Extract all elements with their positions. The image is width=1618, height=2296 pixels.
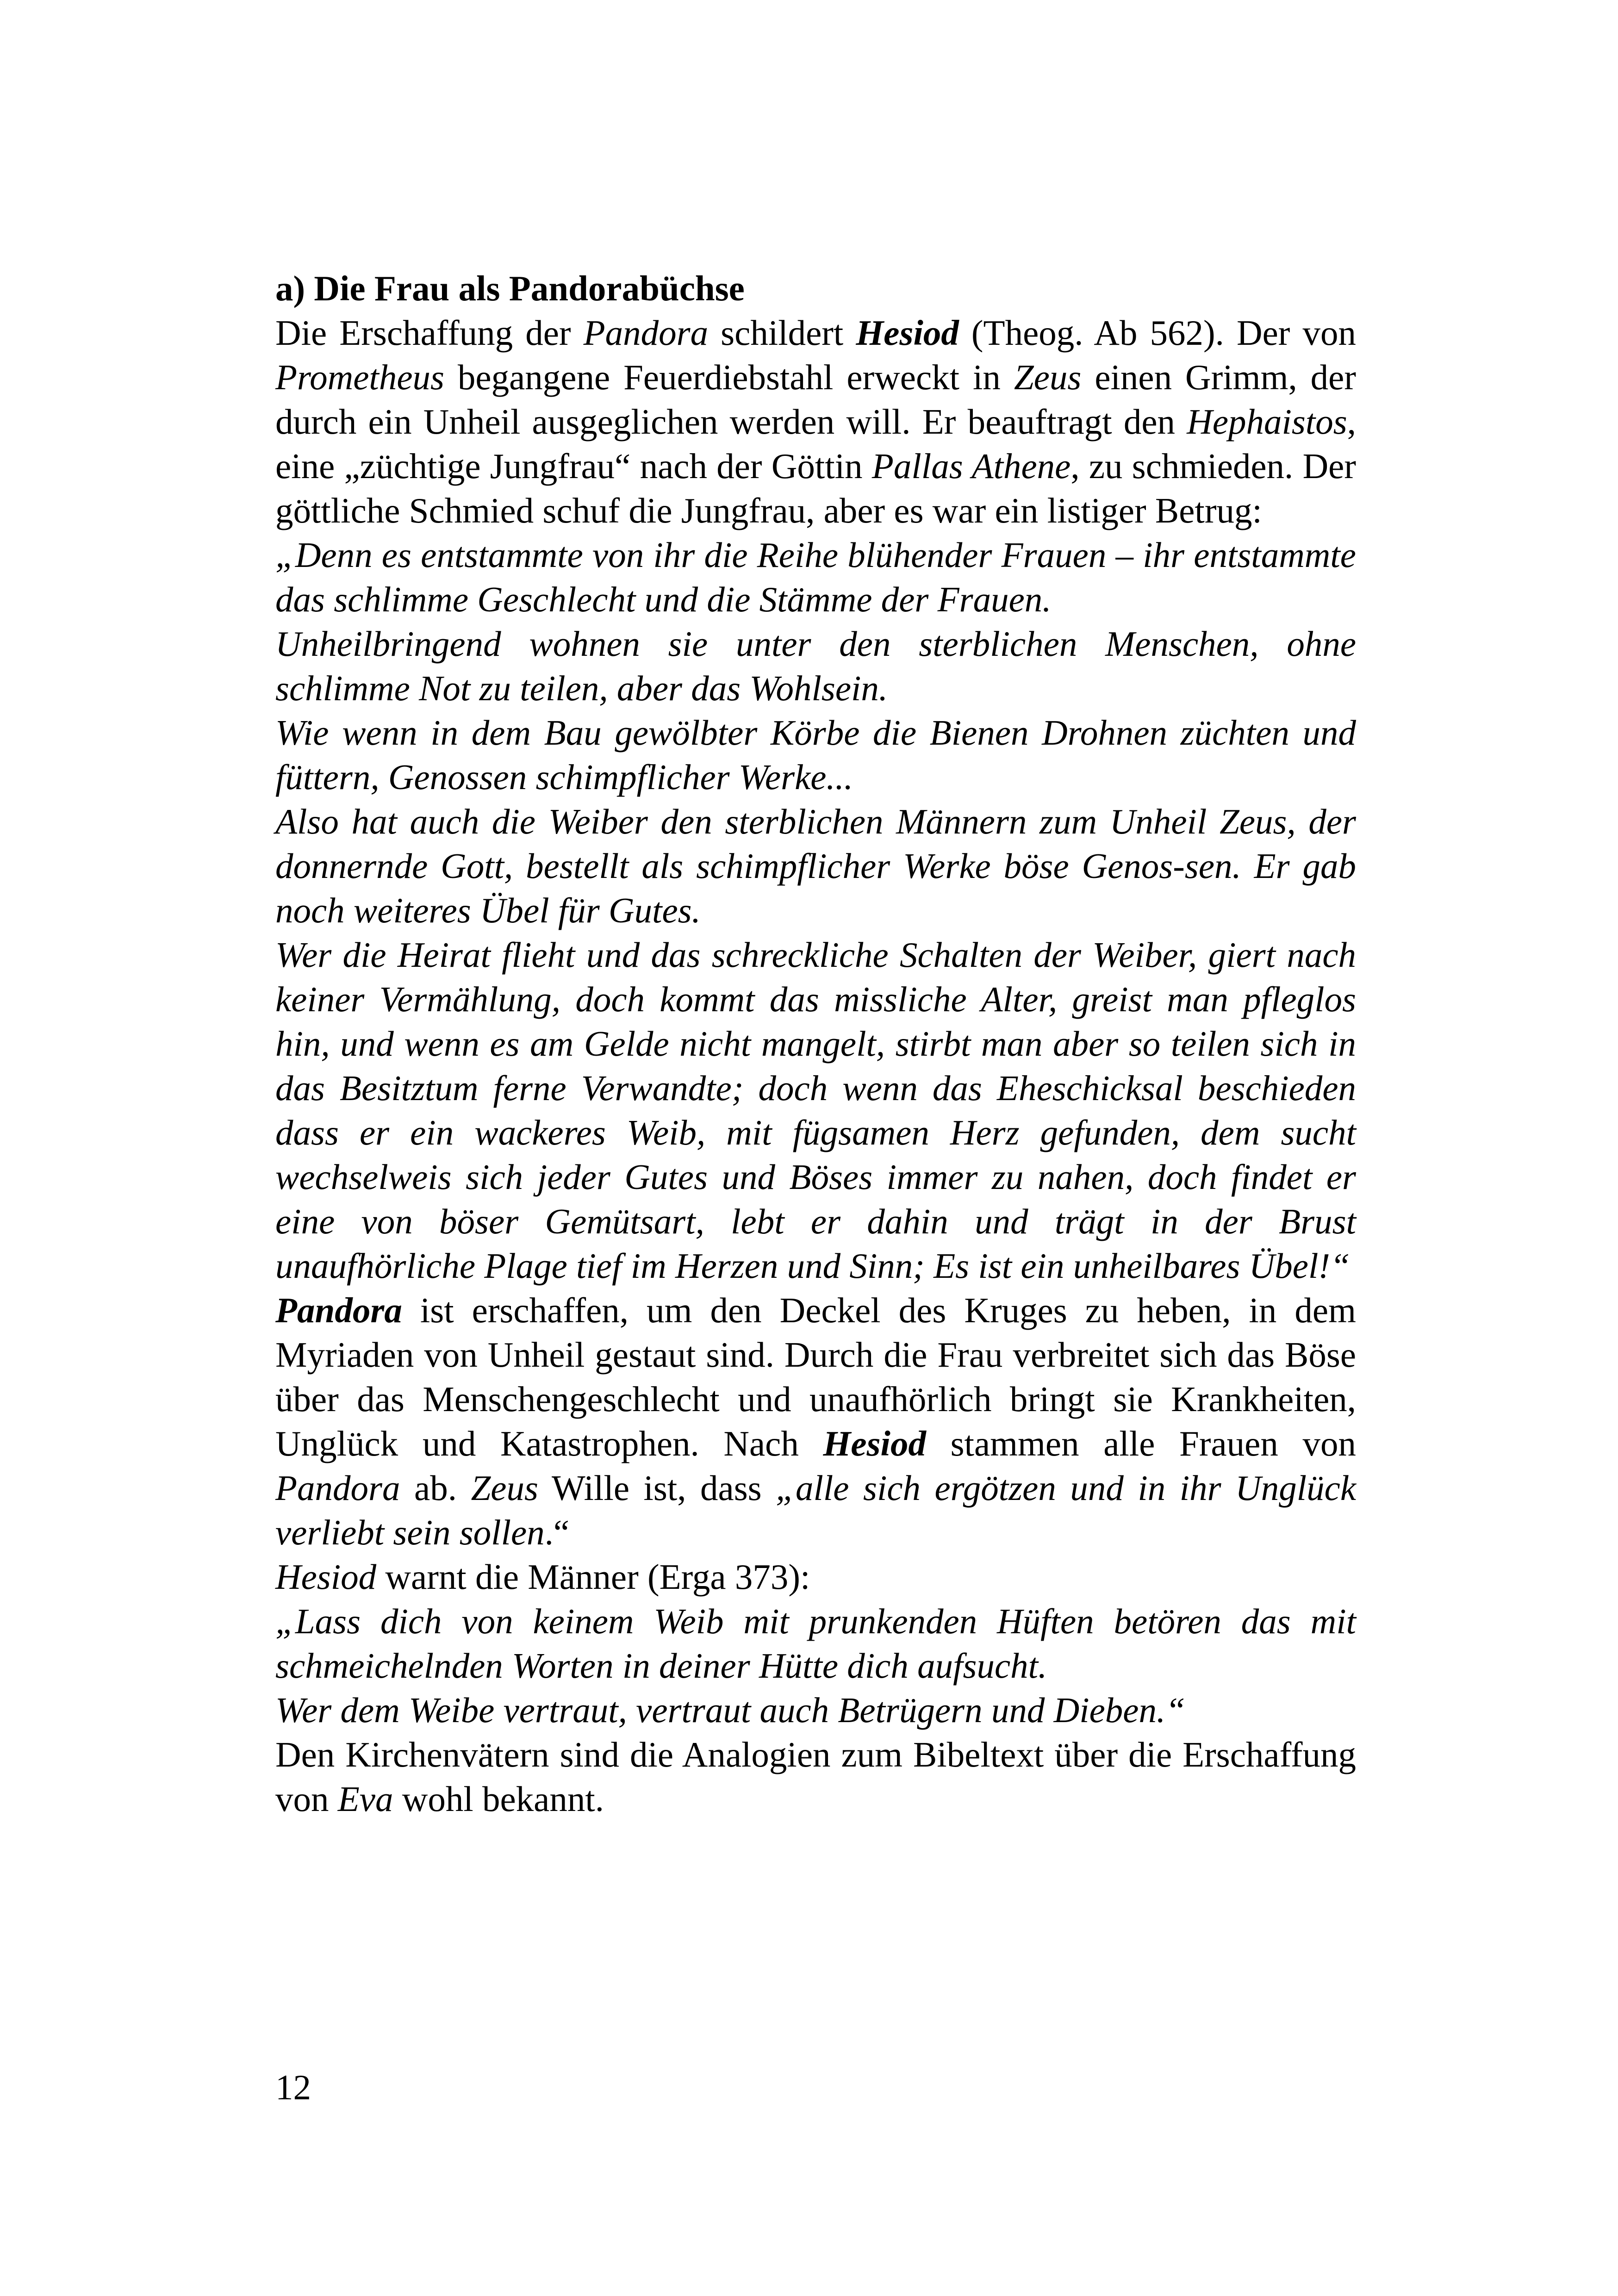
text-run: Also hat auch die Weiber den sterblichen Männern zum Unheil Zeus, der donnernde Gott, bestellt als schimpflicher Werke böse Genos-sen. Er gab noch weiteres Übel für Gutes. xyxy=(275,802,1356,930)
body-text xyxy=(275,266,1356,1821)
paragraph-warning xyxy=(275,1555,1356,1599)
text-run: .“ xyxy=(544,1512,570,1552)
quote-line xyxy=(275,533,1356,622)
italic-text: Pandora xyxy=(275,1468,400,1508)
quote-line xyxy=(275,933,1356,1288)
text-run: stammen alle Frauen von xyxy=(926,1424,1356,1463)
text-run: Den Kirchenvätern sind die Analogien zum Bibeltext über die Erschaffung von xyxy=(275,1735,1356,1819)
text-run: begangene Feuerdiebstahl erweckt in xyxy=(444,357,1014,397)
text-run: (Theog. Ab 562). Der von xyxy=(958,313,1356,353)
text-run: wohl bekannt. xyxy=(393,1779,604,1819)
italic-text: Zeus xyxy=(1014,357,1082,397)
paragraph-conclusion xyxy=(275,1732,1356,1821)
italic-text: „alle sich ergötzen und in ihr Unglück verliebt sein sollen xyxy=(275,1468,1357,1552)
text-run: „Lass dich von keinem Weib mit prunkenden Hüften betören das mit schmeichelnden Worten in deiner Hütte dich aufsucht. xyxy=(275,1601,1356,1686)
text-run: , zu schmieden. Der göttliche Schmied schuf die Jungfrau, aber es war ein listiger Betrug: xyxy=(275,446,1356,530)
italic-text: Hesiod xyxy=(275,1557,377,1597)
italic-text: Eva xyxy=(337,1779,393,1819)
text-run: warnt die Männer (Erga 373): xyxy=(376,1557,810,1597)
page-number: 12 xyxy=(275,2067,311,2107)
text-run: Unheilbringend wohnen sie unter den sterblichen Menschen, ohne schlimme Not zu teilen, aber das Wohlsein. xyxy=(275,624,1356,708)
quote-line xyxy=(275,1599,1356,1688)
text-run: ab. xyxy=(400,1468,471,1508)
italic-text: Hephaistos xyxy=(1187,402,1347,442)
emphasis-name: Hesiod xyxy=(823,1424,926,1463)
paragraph-intro xyxy=(275,311,1356,533)
text-run: Wille ist, dass xyxy=(538,1468,776,1508)
text-run: , eine „züchtige Jungfrau“ nach der Göttin xyxy=(275,402,1356,486)
quote-line xyxy=(275,710,1356,799)
text-run: Wie wenn in dem Bau gewölbter Körbe die Bienen Drohnen züchten und füttern, Genossen schimpflicher Werke... xyxy=(275,713,1356,797)
section-heading: a) Die Frau als Pandorabüchse xyxy=(275,268,745,308)
text-run: Die Erschaffung der xyxy=(275,313,584,353)
emphasis-name: Pandora xyxy=(275,1290,402,1330)
text-run: schildert xyxy=(708,313,856,353)
italic-text: Prometheus xyxy=(275,357,444,397)
text-run: Wer dem Weibe vertraut, vertraut auch Betrügern und Dieben.“ xyxy=(275,1690,1186,1730)
quote-line xyxy=(275,1688,1356,1732)
text-run: einen Grimm, der durch ein Unheil ausgeglichen werden will. Er beauftragt den xyxy=(275,357,1356,442)
quote-line xyxy=(275,622,1356,710)
italic-text: Pallas Athene xyxy=(871,446,1071,486)
italic-text: Pandora xyxy=(583,313,709,353)
emphasis-name: Hesiod xyxy=(856,313,959,353)
text-run: ist erschaffen, um den Deckel des Kruges zu heben, in dem Myriaden von Unheil gestaut sind. Durch die Frau verbreitet sich das Böse über das Menschengeschlecht und unaufhörlich bringt sie Krankheiten, Unglück und Katastrophen. Nach xyxy=(275,1290,1356,1463)
quote-line xyxy=(275,799,1356,933)
italic-text: Zeus xyxy=(471,1468,538,1508)
text-run: „Denn es entstammte von ihr die Reihe blühender Frauen – ihr entstammte das schlimme Geschlecht und die Stämme der Frauen. xyxy=(275,535,1356,619)
text-run: Wer die Heirat flieht und das schreckliche Schalten der Weiber, giert nach keiner Vermählung, doch kommt das missliche Alter, greist man pfleglos hin, und wenn es am Gelde nicht mangelt, stirbt man aber so teilen sich in das Besitztum ferne Verwandte; doch wenn das Eheschicksal beschieden dass er ein wackeres Weib, mit fügsamen Herz gefunden, dem sucht wechselweis sich jeder Gutes und Böses immer zu nahen, doch findet er eine von böser Gemütsart, lebt er dahin und trägt in der Brust unaufhörliche Plage tief im Herzen und Sinn; Es ist ein unheilbares Übel!“ xyxy=(275,935,1356,1286)
paragraph-pandora xyxy=(275,1288,1356,1555)
